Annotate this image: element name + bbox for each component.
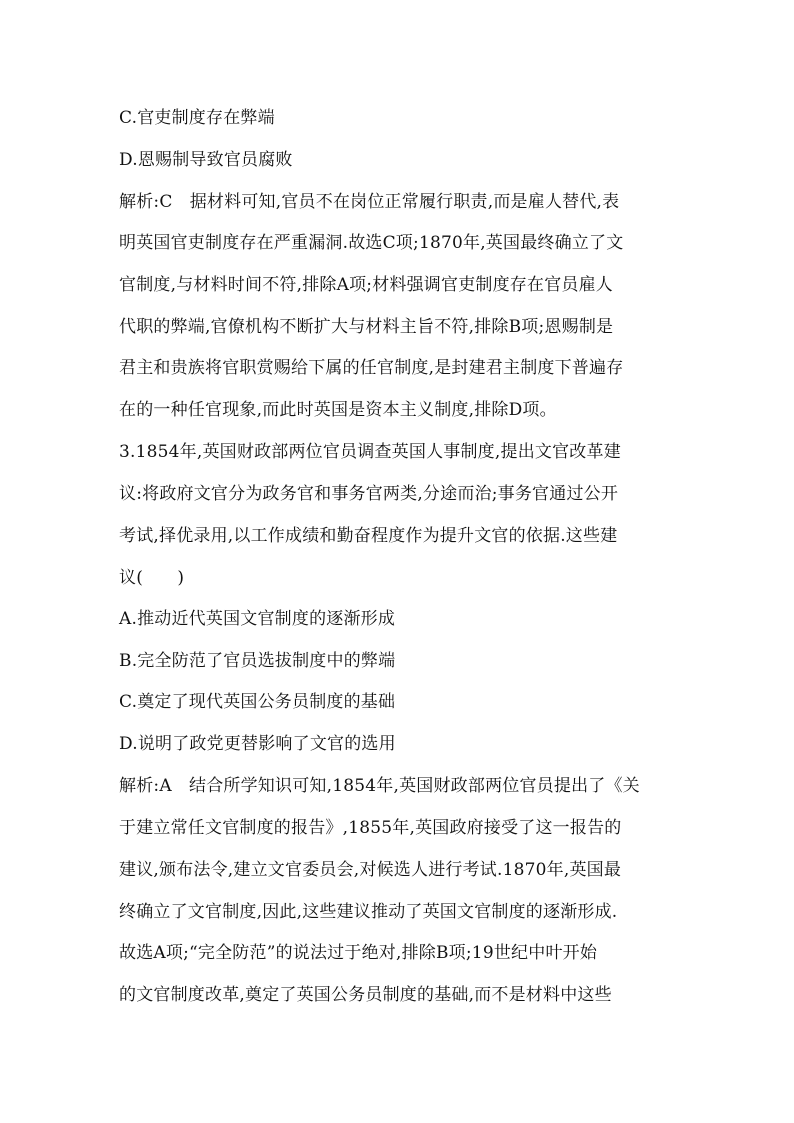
question-3-option-b: B.完全防范了官员选拔制度中的弊端 [119, 651, 396, 671]
analysis-question-3-line-2: 于建立常任文官制度的报告》,1855年,英国政府接受了这一报告的 [119, 818, 622, 838]
analysis-question-3-line-1: 解析:A 结合所学知识可知,1854年,英国财政部两位官员提出了《关 [119, 776, 640, 796]
analysis-previous-line-1: 解析:C 据材料可知,官员不在岗位正常履行职责,而是雇人替代,表 [119, 192, 620, 212]
question-3-line-1: 3.1854年,英国财政部两位官员调查英国人事制度,提出文官改革建 [119, 442, 621, 462]
question-3-option-a: A.推动近代英国文官制度的逐渐形成 [119, 609, 396, 629]
analysis-previous-line-5: 君主和贵族将官职赏赐给下属的任官制度,是封建君主制度下普遍存 [119, 358, 624, 378]
analysis-question-3-line-5: 故选A项;“完全防范”的说法过于绝对,排除B项;19世纪中叶开始 [119, 943, 598, 963]
analysis-question-3-line-3: 建议,颁布法令,建立文官委员会,对候选人进行考试.1870年,英国最 [119, 860, 622, 880]
question-3-option-c: C.奠定了现代英国公务员制度的基础 [119, 692, 396, 712]
analysis-question-3-line-6: 的文官制度改革,奠定了英国公务员制度的基础,而不是材料中这些 [119, 985, 612, 1005]
question-3-line-4: 议( ) [119, 568, 185, 588]
analysis-previous-line-3: 官制度,与材料时间不符,排除A项;材料强调官吏制度存在官员雇人 [119, 275, 614, 295]
analysis-question-3-line-4: 终确立了文官制度,因此,这些建议推动了英国文官制度的逐渐形成. [119, 902, 618, 922]
question-3-line-3: 考试,择优录用,以工作成绩和勤奋程度作为提升文官的依据.这些建 [119, 526, 618, 546]
question-3-line-2: 议:将政府文官分为政务官和事务官两类,分途而治;事务官通过公开 [119, 484, 619, 504]
analysis-previous-line-6: 在的一种任官现象,而此时英国是资本主义制度,排除D项。 [119, 400, 557, 420]
option-c-previous-question: C.官吏制度存在弊端 [119, 108, 275, 128]
analysis-previous-line-2: 明英国官吏制度存在严重漏洞.故选C项;1870年,英国最终确立了文 [119, 233, 624, 253]
question-3-option-d: D.说明了政党更替影响了文官的选用 [119, 734, 396, 754]
analysis-previous-line-4: 代职的弊端,官僚机构不断扩大与材料主旨不符,排除B项;恩赐制是 [119, 317, 614, 337]
option-d-previous-question: D.恩赐制导致官员腐败 [119, 150, 293, 170]
